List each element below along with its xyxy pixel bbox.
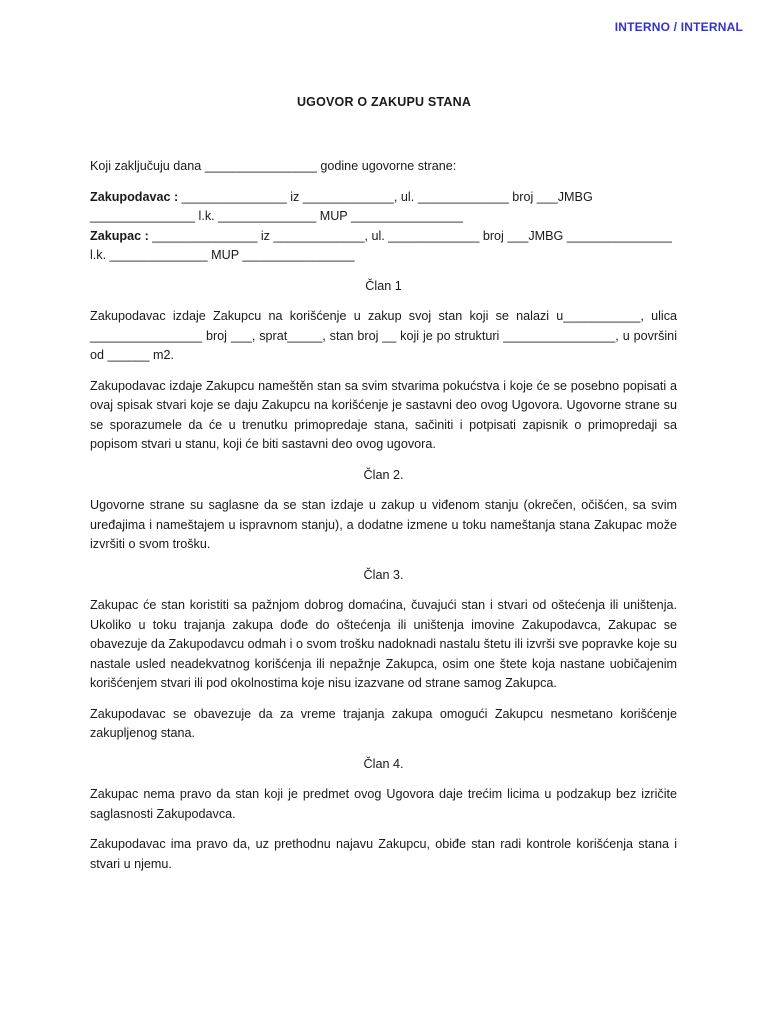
- article-1-heading: Član 1: [365, 278, 402, 293]
- article-1-paragraph-1: Zakupodavac izdaje Zakupcu na korišćenje u zakup svoj stan koji se nalazi u___________, ulica ________________ broj ___, sprat_____, stan broj __ koji je po strukturi ________________, u površini od ______ m2.: [90, 309, 677, 362]
- article-2-heading: Član 2.: [363, 467, 404, 482]
- landlord-label: Zakupodavac :: [90, 189, 179, 204]
- tenant-line-2: l.k. ______________ MUP ________________: [90, 248, 355, 262]
- article-2-paragraph-1: Ugovorne strane su saglasne da se stan izdaje u zakup u viđenom stanju (okrečen, očišćen, sa svim uređajima i nameštajem u ispravnom stanju), a dodatne izmene u toku nameštanja stana Zakupac može izvršiti o svom trošku.: [90, 498, 677, 551]
- tenant-fields-1: _______________ iz _____________, ul. _____________ broj ___JMBG _______________: [148, 228, 672, 243]
- article-1-paragraph-2: Zakupodavac izdaje Zakupcu nameštěn stan sa svim stvarima pokućstva i koje će se posebno popisati a ovaj spisak stvari koje se daju Zakupcu na korišćenje je sastavni deo ovog Ugovora. Ugovorne strane su se sporazumele da će u trenutku primopredaje stana, sačiniti i potpisati zapisnik o primopredaji sa popisom stvari u stanu, koji će biti sastavni deo ovog ugovora.: [90, 378, 677, 451]
- article-3-paragraph-1: Zakupac će stan koristiti sa pažnjom dobrog domaćina, čuvajući stan i stvari od oštećenja ili uništenja. Ukoliko u toku trajanja zakupa dođe do oštećenja ili uništenja imovine Zakupodavca, Zakupac se obavezuje da Zakupodavcu odmah i o svom trošku nadoknadi nastalu štetu ili izvrši sve popravke koje su nastale usled neadekvatnog korišćenja ili nepažnje Zakupca, osim one štete koja nastane uobičajenim korišćenjem stvari ili pod okolnostima koje nisu izazvane od strane samog Zakupca.: [90, 598, 677, 690]
- tenant-label: Zakupac :: [90, 228, 149, 243]
- classification-label: INTERNO / INTERNAL: [614, 20, 743, 34]
- article-4-paragraph-2: Zakupodavac ima pravo da, uz prethodnu najavu Zakupcu, obiđe stan radi kontrole korišćenja stana i stvari u njemu.: [90, 837, 677, 871]
- article-3-paragraph-2: Zakupodavac se obavezuje da za vreme trajanja zakupa omogući Zakupcu nesmetano korišćenje zakupljenog stana.: [90, 706, 677, 740]
- article-4-paragraph-1: Zakupac nema pravo da stan koji je predmet ovog Ugovora daje trećim licima u podzakup bez izričite saglasnosti Zakupodavca.: [90, 787, 677, 821]
- document-body: [90, 157, 677, 874]
- document-title: UGOVOR O ZAKUPU STANA: [296, 95, 472, 109]
- article-3-heading: Član 3.: [363, 567, 404, 582]
- landlord-fields-1: _______________ iz _____________, ul. _____________ broj ___JMBG: [178, 189, 593, 204]
- tenant-line-1: [90, 227, 677, 247]
- intro-line: Koji zaključuju dana ________________ godine ugovorne strane:: [90, 159, 457, 173]
- article-4-heading: Član 4.: [363, 756, 404, 771]
- landlord-line-1: [90, 188, 677, 208]
- landlord-line-2: _______________ l.k. ______________ MUP ________________: [90, 209, 464, 223]
